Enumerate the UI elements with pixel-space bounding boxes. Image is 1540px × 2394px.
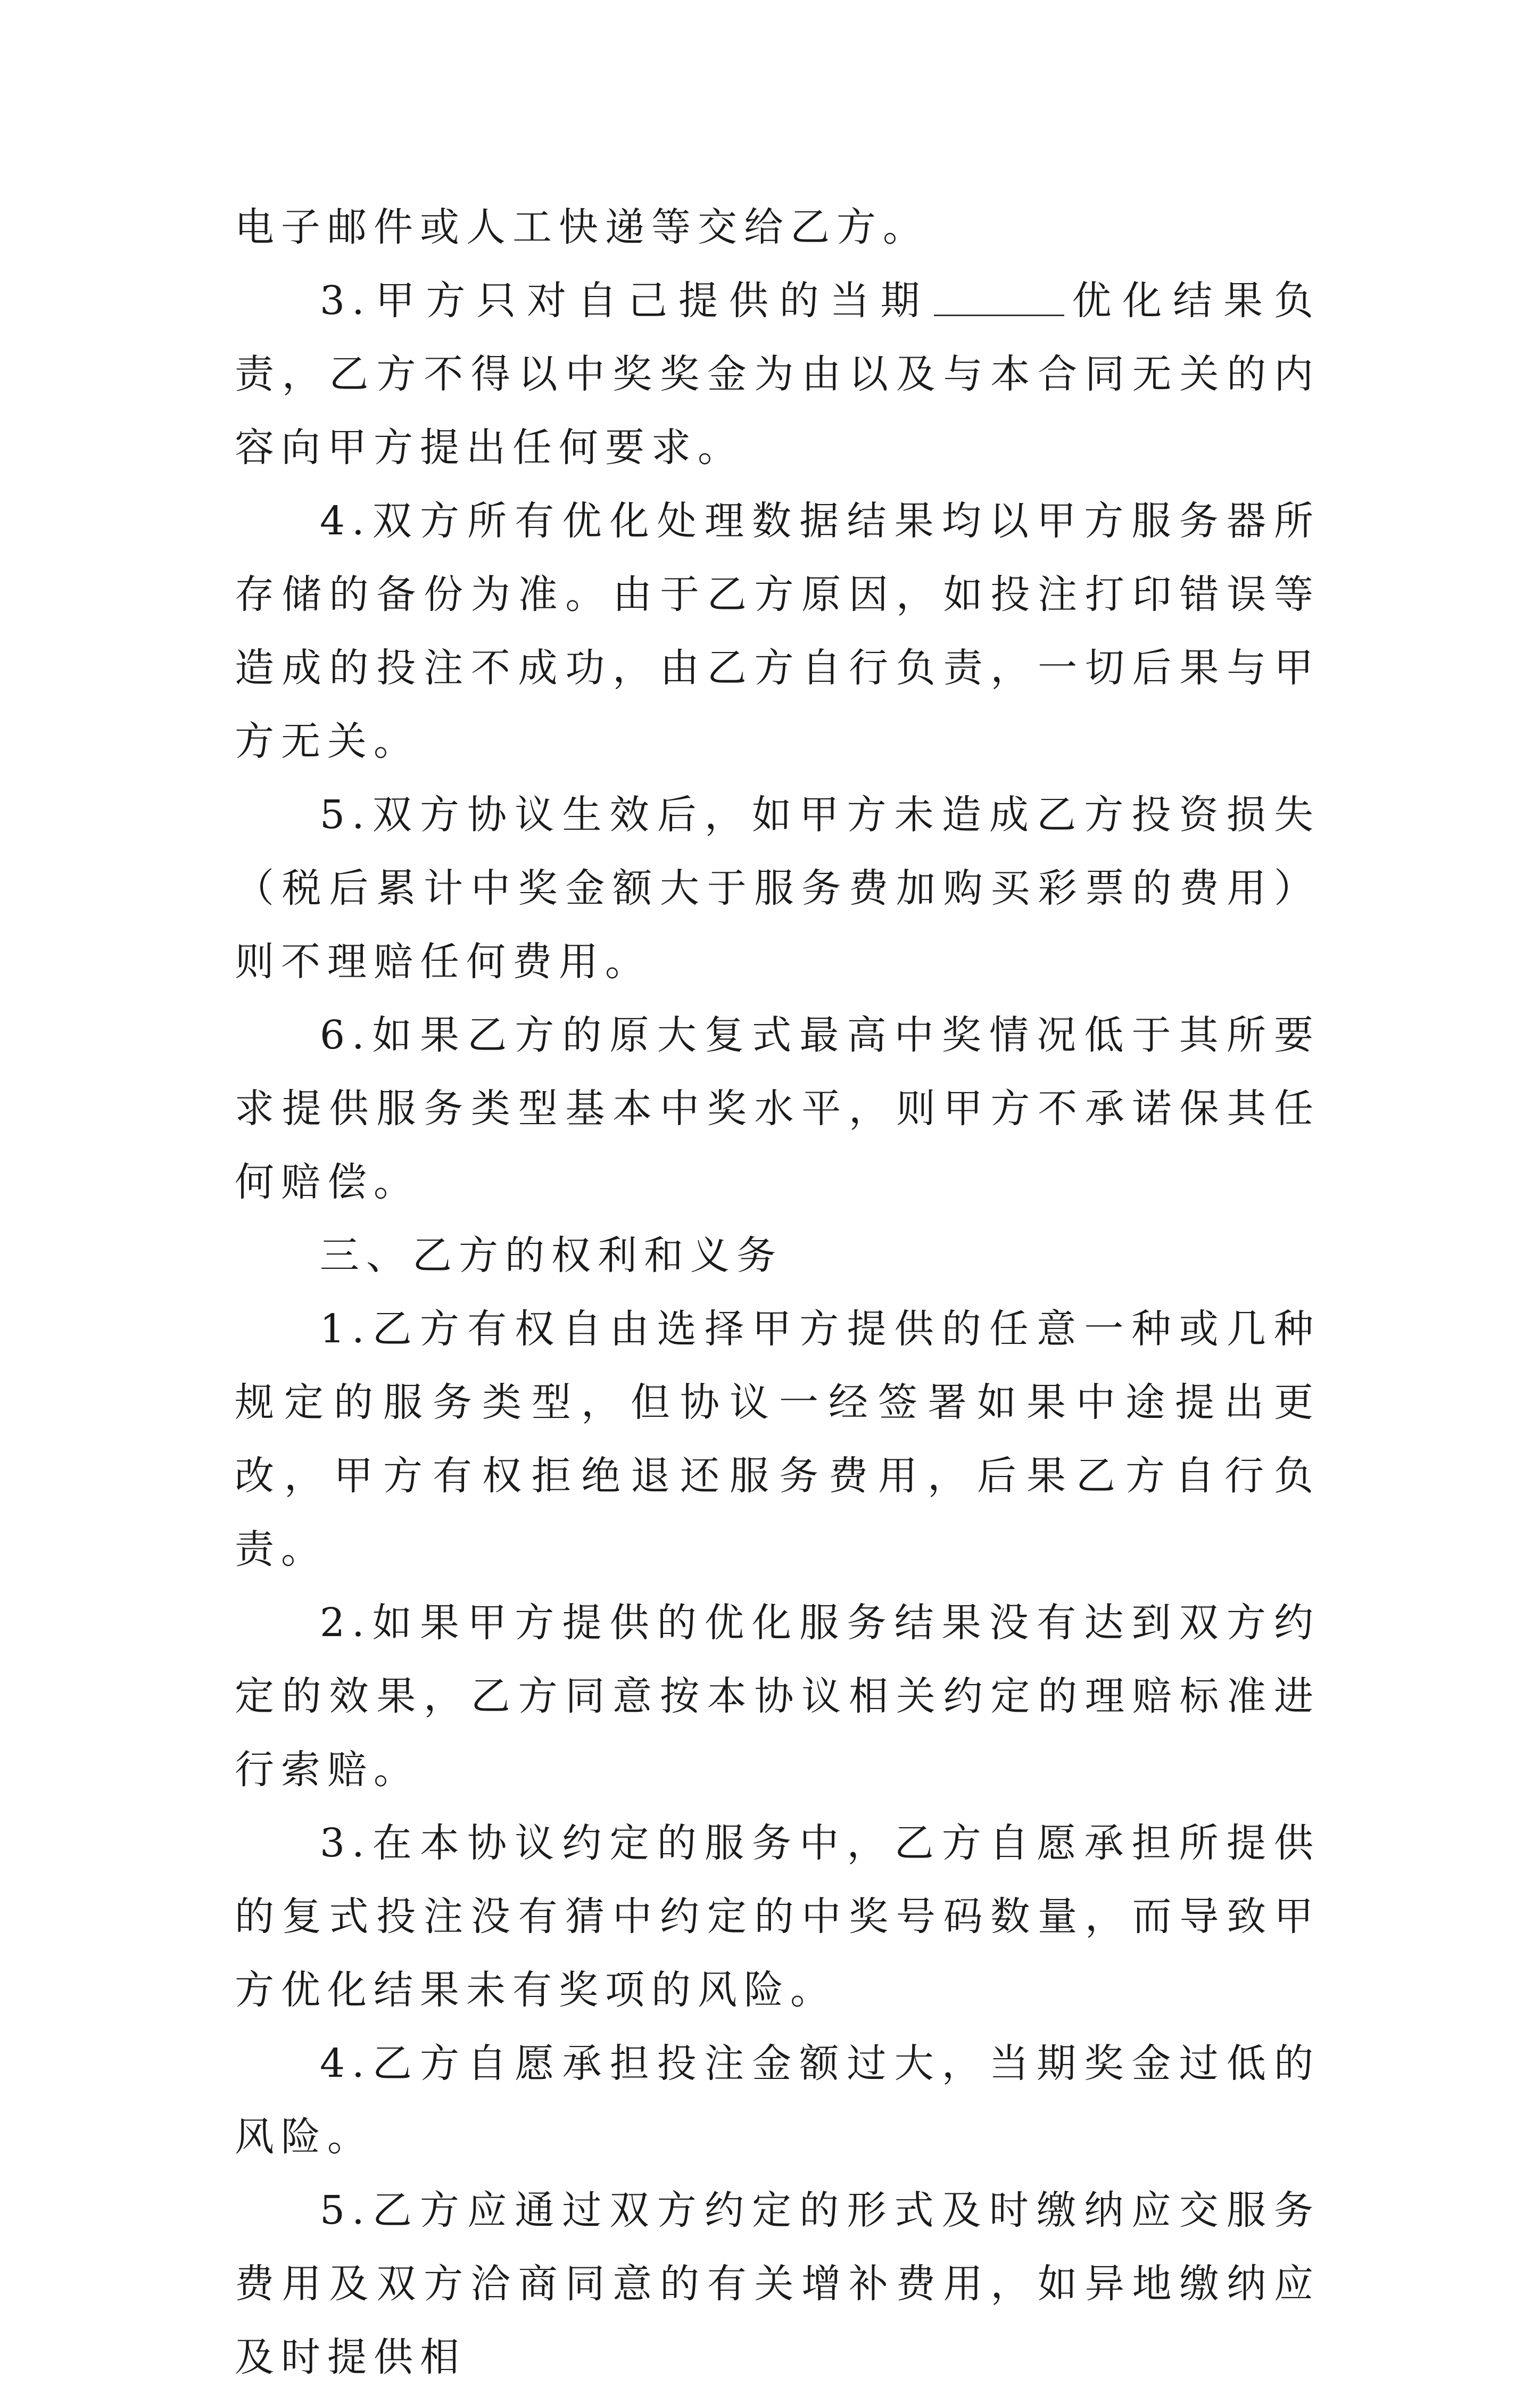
clause-3-5: 5.乙方应通过双方约定的形式及时缴纳应交服务费用及双方洽商同意的有关增补费用，如异地缴纳应及时提供相 (235, 2187, 1320, 2380)
document-body (235, 191, 1320, 2394)
clause-2-6: 6.如果乙方的原大复式最高中奖情况低于其所要求提供服务类型基本中奖水平，则甲方不承诺保其任何赔偿。 (235, 1012, 1320, 1205)
clause-3-4: 4.乙方自愿承担投注金额过大，当期奖金过低的风险。 (235, 2041, 1320, 2160)
clause-2-3-before: 3.甲方只对自己提供的当期 (320, 278, 931, 324)
clause-2-5: 5.双方协议生效后，如甲方未造成乙方投资损失（税后累计中奖金额大于服务费加购买彩票的费用）则不理赔任何费用。 (235, 792, 1320, 985)
paragraph-continuation: 电子邮件或人工快递等交给乙方。 (235, 204, 929, 250)
clause-2-3-after: 优化结果负责，乙方不得以中奖奖金为由以及与本合同无关的内容向甲方提出任何要求。 (235, 278, 1320, 470)
section-heading-3: 三、乙方的权利和义务 (320, 1233, 783, 1278)
fill-in-blank (934, 277, 1064, 316)
clause-2-3 (235, 264, 1320, 484)
clause-2-4: 4.双方所有优化处理数据结果均以甲方服务器所存储的备份为准。由于乙方原因，如投注打印错误等造成的投注不成功，由乙方自行负责，一切后果与甲方无关。 (235, 498, 1320, 764)
clause-3-1: 1.乙方有权自由选择甲方提供的任意一种或几种规定的服务类型，但协议一经签署如果中途提出更改，甲方有权拒绝退还服务费用，后果乙方自行负责。 (235, 1306, 1320, 1572)
clause-3-3: 3.在本协议约定的服务中，乙方自愿承担所提供的复式投注没有猜中约定的中奖号码数量，而导致甲方优化结果未有奖项的风险。 (235, 1820, 1320, 2013)
clause-3-2: 2.如果甲方提供的优化服务结果没有达到双方约定的效果，乙方同意按本协议相关约定的理赔标准进行索赔。 (235, 1600, 1320, 1793)
